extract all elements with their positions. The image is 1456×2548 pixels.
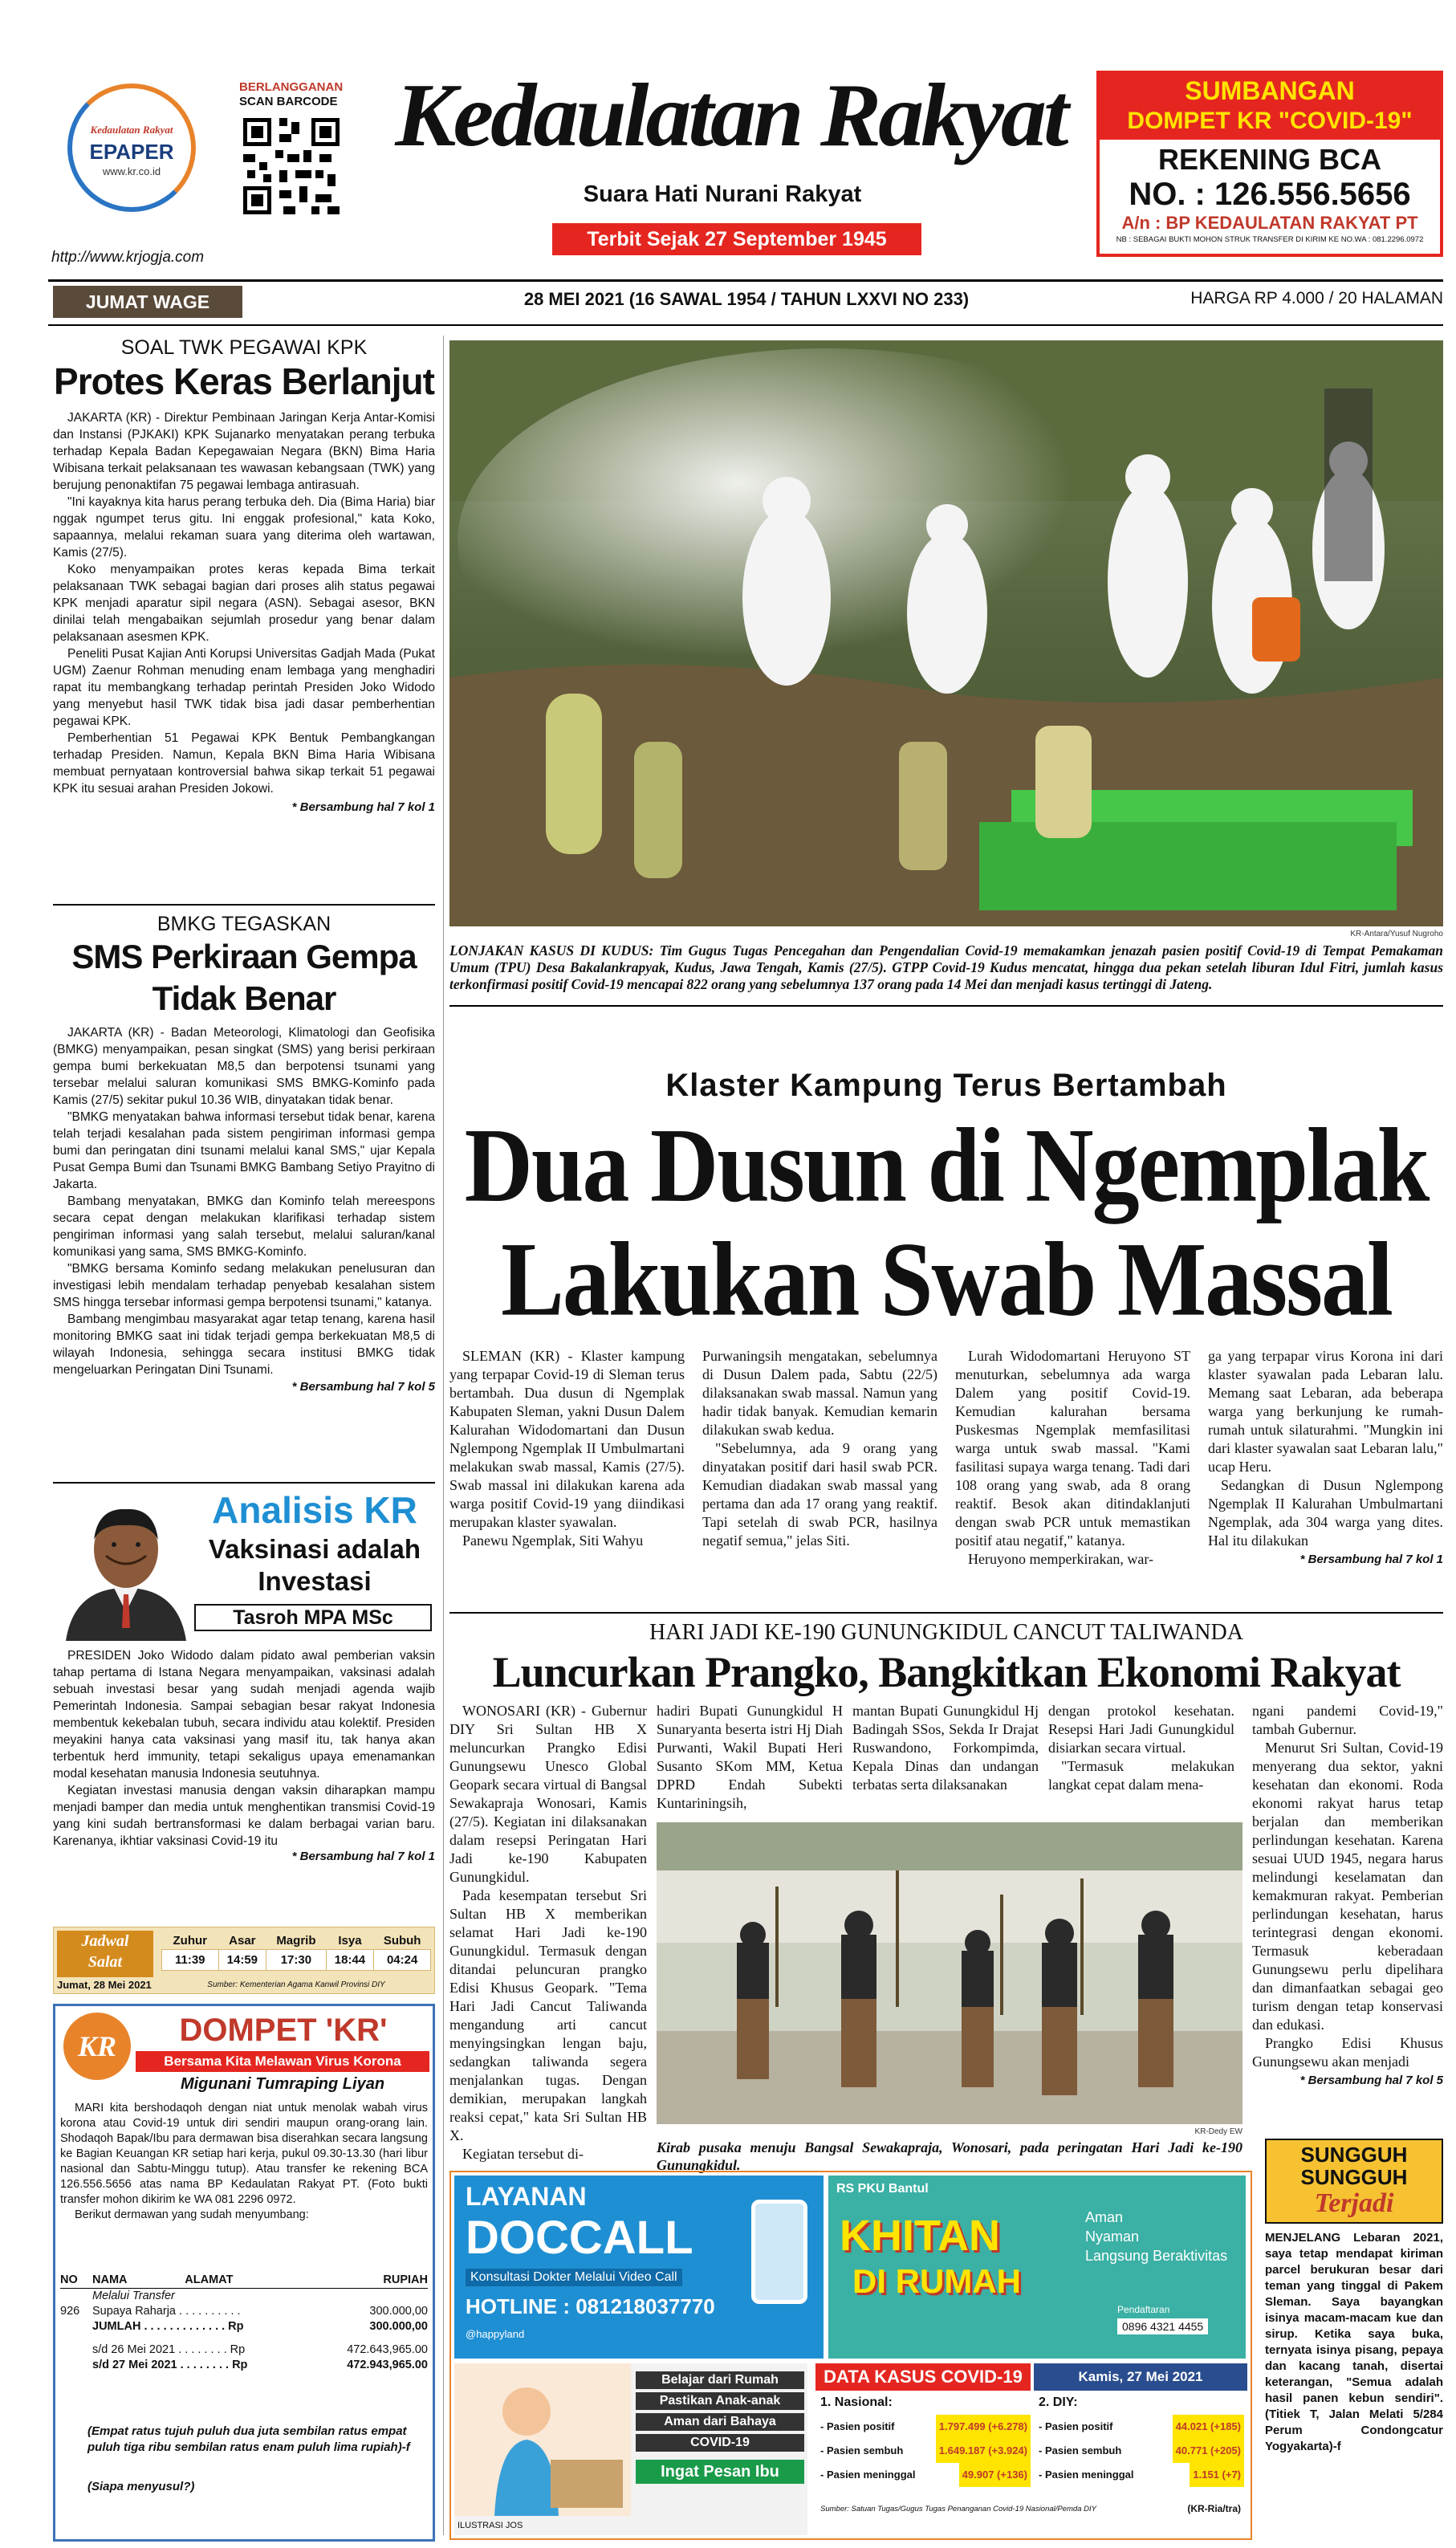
covid-national-recovered: 1.649.187 (+3.924) <box>936 2439 1031 2463</box>
ibu-l3: Aman dari Bahaya <box>636 2413 804 2431</box>
kirab-credit: KR-Dedy EW <box>1194 2127 1242 2136</box>
dompet-box <box>53 2004 435 2542</box>
covid-row-label: - Pasien sembuh <box>1039 2444 1122 2456</box>
bmkg-p1: JAKARTA (KR) - Badan Meteorologi, Klimatologi dan Geofisika (BMKG) menyampaikan, pesan singkat (SMS) yang berisi perkiraan gempa bumi berkekuatan M8,5 dan berpotensi tsunami yang tersebar melalui saluran komunikasi SMS BMKG-Kominfo pada Kamis (27/5) sekitar pukul 10.36 WIB, dinyatakan tidak benar. <box>53 1026 435 1107</box>
prangko-col1c: Kegiatan tersebut di- <box>462 2146 584 2162</box>
lead-col1: SLEMAN (KR) - Klaster kampung yang terpapar Covid-19 di Sleman terus bertambah. Dua dusun di Ngemplak Kabupaten Sleman, yakni Dusun Dalem Kalurahan Widodomartani dan Dusun Nglempong Ngemplak II Umbulmartani melakukan swab massal, Kamis (27/5). Swab massal ini dilakukan karena ada warga positif Covid-19 yang diindikasi merupakan klaster syawalan. <box>449 1348 685 1530</box>
jumlah-label: JUMLAH . . . . . . . . . . . . . Rp <box>92 2320 244 2333</box>
lead-headline-line2[interactable]: Lakukan Swab Massal <box>501 1220 1392 1338</box>
ad-doccall[interactable] <box>454 2176 824 2359</box>
lead-col3b: Heruyono memperkirakan, war- <box>968 1551 1154 1567</box>
lead-col1b: Panewu Ngemplak, Siti Wahyu <box>462 1532 644 1549</box>
covid-national-deaths: 49.907 (+136) <box>959 2463 1031 2487</box>
prayer-time: 18:44 <box>326 1950 374 1971</box>
covid-row-label: - Pasien sembuh <box>820 2444 904 2456</box>
khitan-b3: Langsung Beraktivitas <box>1085 2248 1228 2264</box>
bmkg-p4: "BMKG bersama Kominfo sedang melakukan penelusuran dan investigasi lebih mendalam terhadap penyebab kesalahan sistem SMS hingga tersebar informasi gempa berpotensi tsunami," katanya. <box>53 1262 435 1309</box>
prayer-name: Isya <box>338 1934 362 1948</box>
price: HARGA RP 4.000 / 20 HALAMAN <box>1190 289 1443 307</box>
lead-continued[interactable]: * Bersambung hal 7 kol 1 <box>1299 1553 1443 1566</box>
kirab-caption: Kirab pusaka menuju Bangsal Sewakapraja, Wonosari, pada peringatan Hari Jadi ke-190 Gunungkidul. <box>657 2139 1242 2173</box>
analisis-title1[interactable]: Vaksinasi adalah <box>208 1534 421 1564</box>
covid-source: Sumber: Satuan Tugas/Gugus Tugas Penanganan Covid-19 Nasional/Pemda DIY <box>820 2505 1096 2513</box>
sungguh-text: MENJELANG Lebaran 2021, saya tetap mendapat kiriman parcel berukuran besar dari teman yang tinggal di Pakem Sleman. Saya bayangkan isinya macam-macam kue dan sirup. Ketika saya buka, ternyata isinya pisang, pepaya dan kacang tanah, disertai keterangan, "Semua adalah hasil panen kebun sendiri". (Titiek T, Jalan Melati 5/284 Perum Condongcatur Yogyakarta)-f <box>1265 2231 1443 2453</box>
covid-row-label: - Pasien meninggal <box>820 2469 916 2481</box>
analisis-body <box>53 1647 435 1850</box>
website-url[interactable]: http://www.krjogja.com <box>51 249 205 266</box>
covid-diy-recovered: 40.771 (+205) <box>1173 2439 1244 2463</box>
prayer-label1: Jadwal <box>81 1932 129 1950</box>
mother-child-illustration <box>454 2363 631 2516</box>
lead-photo-caption: LONJAKAN KASUS DI KUDUS: Tim Gugus Tugas Pencegahan dan Pengendalian Covid-19 memakamkan jenazah pasien positif Covid-19 di Tempat Pemakaman Umum (TPU) Desa Bakalankrapyak, Kudus, Jawa Tengah, Kamis (27/5). GTPP Covid-19 Kudus mencatat, hingga dua pekan setelah liburan Idul Fitri, jumlah kasus terkonfirmasi positif Covid-19 mencapai 822 orang yang sebelumnya 137 orang pada 14 Mei dan menjadi kasus tertinggi di Jateng. <box>449 942 1443 992</box>
subscribe-line1: BERLANGGANAN <box>239 80 344 94</box>
sungguh-box <box>1265 2139 1443 2455</box>
masthead-title: Kedaulatan Rakyat <box>395 66 1066 165</box>
covid-national-label: 1. Nasional: <box>820 2395 893 2409</box>
ibu-l1: Belajar dari Rumah <box>636 2371 804 2389</box>
lead-col4b: Sedangkan di Dusun Nglempong Ngemplak II Kalurahan Umbulmartani Ngemplak, ada 304 warga yang dites. Hal itu dilakukan <box>1208 1477 1443 1549</box>
prangko-col1: WONOSARI (KR) - Gubernur DIY Sri Sultan HB X meluncurkan Prangko Edisi Gunungsewu Unesco Global Geopark secara virtual di Bangsal Sewakapraja Wonosari, Kamis (27/5). Kegiatan ini dilaksanakan dalam resepsi Peringatan Hari Jadi ke-190 Kabupaten Gunungkidul. <box>449 1703 647 1885</box>
donation-box <box>1096 71 1443 257</box>
dompet-title: DOMPET 'KR' <box>179 2013 388 2048</box>
bmkg-p5: Bambang mengimbau masyarakat agar tetap tenang, karena hasil monitoring BMKG saat ini tidak terjadi gempa berkekuatan M8,5 di wilayah Indonesia, sehingga secara institusi BMKG tidak mengeluarkan Peringatan Dini Tsunami. <box>53 1313 435 1377</box>
prayer-label2: Salat <box>87 1953 123 1971</box>
epaper-badge[interactable] <box>67 83 196 212</box>
prayer-time: 11:39 <box>162 1950 219 1971</box>
dompet-spelled: (Empat ratus tujuh puluh dua juta sembilan ratus empat puluh tiga ribu sembilan ratus enam puluh lima rupiah)-f <box>87 2424 410 2454</box>
covid-date: Kamis, 27 Mei 2021 <box>1034 2363 1247 2391</box>
prangko-col4b: "Termasuk melakukan langkat cepat dalam mena- <box>1048 1758 1234 1793</box>
ad-khitan[interactable] <box>828 2176 1246 2359</box>
khitan-b1: Aman <box>1085 2209 1124 2225</box>
donation-bank: REKENING BCA <box>1157 143 1381 176</box>
day-label: JUMAT WAGE <box>53 286 242 318</box>
khitan-b2: Nyaman <box>1085 2228 1140 2245</box>
lead-col2b: "Sebelumnya, ada 9 orang yang dinyatakan positif dari hasil swab PCR. Kemudian diadakan swab massal yang pertama dan ada 17 orang yang reaktif. Tapi setelah di swab PCR, hasilnya negatif semua," jelas Siti. <box>702 1440 937 1549</box>
ibu-l4: COVID-19 <box>636 2434 804 2452</box>
bmkg-p3: Bambang menyatakan, BMKG dan Kominfo telah mereespons secara cepat dengan melakukan klarifikasi terhadap sistem pengiriman informasi yang salah tersebut, melalui saluran/kanal komunikasi yang sama, SMS BMKG-Kominfo. <box>53 1195 435 1259</box>
subscribe-line2: SCAN BARCODE <box>239 95 338 108</box>
bmkg-headline[interactable]: SMS Perkiraan Gempa Tidak Benar <box>71 938 417 1017</box>
qr-code-icon[interactable] <box>239 114 344 218</box>
prangko-col5b: Menurut Sri Sultan, Covid-19 menyerang dua sektor, yakni kesehatan dan ekonomi. Roda ekonomi rakyat harus tetap berjalan dan memberikan perlindungan kesehatan. Karena sesuai UUD 1945, negara harus melindungi keselamatan dan kemakmuran rakyat. Pemberian perlindungan kesehatan, harus terintegrasi dengan ekonomi. Termasuk keberadaan Gunungsewu perlu dipelihara dan dimanfaatkan sebagai geo turism dengan tetap konservasi dan edukasi. <box>1252 1740 1443 2033</box>
donation-account: NO. : 126.556.5656 <box>1129 177 1411 212</box>
donation-holder: A/n : BP KEDAULATAN RAKYAT PT <box>1121 213 1418 233</box>
kpk-p2: "Ini kayaknya kita harus perang terbuka deh. Dia (Bima Haria) biar nggak ngumpet terus gitu. Ini enggak profesional," kata Koko, sapaannya, melalui rekaman suara yang diterima oleh wartawan, Kamis (27/5). <box>53 495 435 560</box>
epaper-brand: Kedaulatan Rakyat <box>90 124 173 136</box>
lead-col4: ga yang terpapar virus Korona ini dari klaster syawalan pada Lebaran lalu. Memang saat Lebaran, ada beberapa warga yang berkunjung ke rumah-rumah untuk silaturahmi. "Mungkin ini dari klaster syawalan saat Lebaran lalu," ucap Heru. <box>1208 1348 1443 1475</box>
sungguh-line1: SUNGGUH <box>1300 2143 1408 2167</box>
khitan-title1: KHITAN <box>840 2212 1000 2260</box>
covid-row-label: - Pasien meninggal <box>1039 2469 1134 2481</box>
donation-note: NB : SEBAGAI BUKTI MOHON STRUK TRANSFER DI KIRIM KE NO.WA : 081.2296.0972 <box>1116 235 1424 244</box>
ibu-credit: ILUSTRASI JOS <box>458 2521 523 2530</box>
s26-label: s/d 26 Mei 2021 . . . . . . . . Rp <box>92 2343 246 2356</box>
covid-title: DATA KASUS COVID-19 <box>815 2363 1031 2391</box>
khitan-contact: 0896 4321 4455 <box>1117 2318 1208 2334</box>
kpk-p5: Pemberhentian 51 Pegawai KPK Bentuk Pembangkangan terhadap Presiden. Namun, Kepala BKN Bima Haria Wibisana membuat pernyataan kontroversial bahwa sikap terkait 51 pegawai KPK itu sesuai arahan Presiden Jokowi. <box>53 731 435 796</box>
prangko-photo-kirab[interactable] <box>657 1822 1242 2124</box>
prayer-name: Magrib <box>276 1934 316 1948</box>
kpk-kicker: SOAL TWK PEGAWAI KPK <box>120 336 368 359</box>
col-alamat: ALAMAT <box>185 2273 234 2286</box>
analisis-continued[interactable]: * Bersambung hal 7 kol 1 <box>291 1850 435 1863</box>
prayer-name: Subuh <box>383 1934 421 1948</box>
analisis-label: Analisis KR <box>212 1489 417 1531</box>
prayer-time: 14:59 <box>218 1950 266 1971</box>
lead-headline-line1[interactable]: Dua Dusun di Ngemplak <box>464 1106 1429 1224</box>
epaper-url: www.kr.co.id <box>102 165 161 177</box>
prayer-time: 17:30 <box>266 1950 326 1971</box>
dompet-logo-icon: KR <box>63 2013 131 2080</box>
lead-photo-credit: KR-Antara/Yusuf Nugroho <box>1350 930 1443 938</box>
phone-icon <box>751 2200 807 2304</box>
prangko-col4: dengan protokol kesehatan. Resepsi Hari Jadi Gunungkidul disiarkan secara virtual. <box>1048 1703 1234 1756</box>
subscribe-label <box>239 80 343 109</box>
s26-amount: 472.643,965.00 <box>347 2343 428 2356</box>
lead-photo-burial[interactable] <box>449 340 1443 926</box>
covid-diy-positive: 44.021 (+185) <box>1173 2415 1244 2439</box>
dompet-intro: MARI kita bershodaqoh dengan niat untuk menolak wabah virus korona atau Covid-19 untuk diri sendiri maupun orang-orang lain. Shodaqoh Bapak/Ibu para dermawan bisa diserahkan secara langsung ke Bagian Keuangan KR setiap hari kerja, pukul 09.30-13.30 (hari libur nasional dan Sabtu-Minggu tutup). Atau transfer ke rekening BCA 126.556.5656 atas nama BP Kedaulatan Rakyat PT. (Foto bukti transfer mohon dikirim ke WA 081 2296 0972. <box>60 2102 428 2206</box>
bmkg-continued[interactable]: * Bersambung hal 7 kol 5 <box>291 1380 435 1394</box>
prangko-kicker: HARI JADI KE-190 GUNUNGKIDUL CANCUT TALIWANDA <box>649 1620 1243 1645</box>
s27-label: s/d 27 Mei 2021 . . . . . . . . Rp <box>92 2359 248 2371</box>
doccall-line1: LAYANAN <box>466 2182 587 2211</box>
covid-row-label: - Pasien positif <box>1039 2420 1113 2432</box>
analisis-title2[interactable]: Investasi <box>258 1566 372 1596</box>
doccall-social: @happyland <box>466 2328 525 2340</box>
author-portrait <box>58 1492 194 1641</box>
covid-credit: (KR-Ria/tra) <box>1187 2503 1241 2514</box>
prayer-date: Jumat, 28 Mei 2021 <box>57 1979 152 1991</box>
prayer-table <box>161 1932 431 1971</box>
dompet-subtitle: Bersama Kita Melawan Virus Korona <box>136 2051 429 2072</box>
lead-col3: Lurah Widodomartani Heruyono ST menuturkan, sebelumnya ada warga Dalem yang positif Covid-19. Kemudian kalurahan bersama Puskesmas Ngemplak memfasilitasi warga untuk swab massal. "Kami fasilitasi supaya warga tenang. Tadi dari 108 orang yang swab, ada 8 orang reaktif. Besok akan ditindaklanjuti dengan swab PCR untuk memastikan positif atau negatif," katanya. <box>955 1348 1190 1549</box>
prangko-col2: hadiri Bupati Gunungkidul H Sunaryanta beserta istri Hj Diah Purwanti, Wakil Bupati Heri Susanto SKom MM, Ketua DPRD Endah Subekti Kuntariningsih, <box>657 1703 843 1811</box>
prangko-col1b: Pada kesempatan tersebut Sri Sultan HB X memberikan selamat Hari Jadi ke-190 Gunungkidul. Termasuk dengan ditandai peluncuran prangko Edisi Khusus Geopark. "Tema Hari Jadi Cancut Taliwanda mengandung arti cancut menyingsingkan lengan baju, sedangkan taliwanda segera menjalankan tugas. Dengan demikian, merupakan langkah reaksi cepat," kata Sri Sultan HB X. <box>449 1887 647 2143</box>
sungguh-line2: SUNGGUH <box>1300 2165 1408 2189</box>
donation-title2: DOMPET KR "COVID-19" <box>1127 108 1413 134</box>
since-banner: Terbit Sejak 27 September 1945 <box>552 223 921 255</box>
ad-pesan-ibu <box>454 2363 807 2535</box>
prangko-headline[interactable]: Luncurkan Prangko, Bangkitkan Ekonomi Rakyat <box>492 1648 1401 1696</box>
covid-row-label: - Pasien positif <box>820 2420 895 2432</box>
analisis-box <box>53 1488 435 1641</box>
donor-via: Melalui Transfer <box>92 2290 175 2302</box>
dompet-intro2: Berikut dermawan yang sudah menyumbang: <box>75 2208 309 2221</box>
lead-kicker: Klaster Kampung Terus Bertambah <box>665 1068 1227 1103</box>
prayer-source: Sumber: Kementerian Agama Kanwil Provinsi DIY <box>207 1980 385 1989</box>
sungguh-line3: Terjadi <box>1314 2188 1394 2218</box>
kpk-p3: Koko menyampaikan protes keras kepada Bima terkait pelaksanaan TWK sebagai bagian dari proses alih status pegawai KPK menjadi aparatur sipil negara (ASN). Sebagai asesor, BKN dinilai telah mengabaikan sejumlah prosedur yang benar dalam pelaksanaan asesmen KPK. <box>53 563 435 644</box>
col-no: NO <box>60 2273 78 2286</box>
kpk-headline[interactable]: Protes Keras Berlanjut <box>54 360 434 402</box>
kpk-body <box>53 409 435 797</box>
doccall-sub: Konsultasi Dokter Melalui Video Call <box>466 2269 682 2286</box>
lead-col2: Purwaningsih mengatakan, sebelumnya di Dusun Dalem pada, Sabtu (22/5) dilaksanakan swab massal. Namun yang hadir tidak banyak. Kemudian kemarin dilakukan swab kedua. <box>702 1348 937 1438</box>
kpk-p4: Peneliti Pusat Kajian Anti Korupsi Universitas Gadjah Mada (Pukat UGM) Zaenur Rohman menuding enam lembaga yang menghadiri rapat itu membangkang terhadap perintah Presiden Joko Widodo yang menyebut hasil TWK tidak bisa jadi dasar pemberhentian pegawai KPK. <box>53 647 435 728</box>
donor-amount: 300.000,00 <box>369 2305 428 2318</box>
jumlah-amount: 300.000,00 <box>369 2320 428 2333</box>
prayer-schedule <box>53 1927 435 1994</box>
analisis-author: Tasroh MPA MSc <box>194 1604 432 1631</box>
donor-no: 926 <box>60 2305 80 2318</box>
analisis-p2: Kegiatan investasi manusia dengan vaksin diharapkan mampu menjadi bamper dan media untuk menghentikan transmisi Covid-19 yang kini sudah bertransformasi ke dalam berbagai varian baru. Karenanya, ikhtiar vaksinasi Covid-19 itu <box>53 1784 435 1848</box>
donor-table <box>60 2273 428 2373</box>
covid-data-box <box>815 2363 1247 2535</box>
covid-diy-deaths: 1.151 (+7) <box>1190 2463 1244 2487</box>
prangko-continued[interactable]: * Bersambung hal 7 kol 5 <box>1299 2074 1443 2087</box>
bmkg-body <box>53 1024 435 1378</box>
covid-diy-label: 2. DIY: <box>1039 2395 1078 2409</box>
kpk-p1: JAKARTA (KR) - Direktur Pembinaan Jaringan Kerja Antar-Komisi dan Instansi (PJKAKI) KPK Sujanarko menyatakan perang terbuka terhadap Kepala Badan Kepegawaian Negara (BKN) Bima Haria Wibisana terkait pelaksanaan tes wawasan kebangsaan (TWK) yang berujung penonaktifan 75 pegawai lembaga antirasuah. <box>53 411 435 492</box>
col-nama: NAMA <box>92 2273 128 2286</box>
prayer-time: 04:24 <box>374 1950 431 1971</box>
ibu-l2: Pastikan Anak-anak <box>636 2392 804 2410</box>
prayer-name: Zuhur <box>173 1934 207 1948</box>
col-rupiah: RUPIAH <box>383 2273 428 2286</box>
donor-name: Supaya Raharja . . . . . . . . . . <box>92 2305 241 2318</box>
ibu-l5: Ingat Pesan Ibu <box>636 2460 804 2484</box>
prangko-col5c: Prangko Edisi Khusus Gunungsewu akan menjadi <box>1252 2035 1443 2070</box>
analisis-p1: PRESIDEN Joko Widodo dalam pidato awal pemberian vaksin tahap pertama di Istana Negara menyampaikan, vaksinasi adalah sebuah investasi besar yang sudah menjadi agenda wajib Pemerintah Indonesia. Sampai sebagian besar rakyat Indonesia membentuk kekebalan tubuh, secara individu atau kolektif. Presiden meyakini hanya cata vaksinasi yang masif itu, tak hanya akan terbentuk herd immunity, tetapi sekaligus upaya emenamankan modal kesehatan manusia Indonesia seutuhnya. <box>53 1649 435 1781</box>
khitan-hospital: RS PKU Bantul <box>836 2182 929 2196</box>
doccall-line2: DOCCALL <box>466 2212 693 2264</box>
khitan-contact-label: Pendaftaran <box>1117 2304 1170 2315</box>
khitan-title2: DI RUMAH <box>852 2262 1021 2300</box>
s27-amount: 472.943,965.00 <box>347 2359 428 2371</box>
dompet-motto: Migunani Tumraping Liyan <box>180 2075 385 2093</box>
prangko-col3: mantan Bupati Gunungkidul Hj Badingah SSos, Sekda Ir Drajat Ruswandono, Forkompimda, Kepala Dinas dan undangan terbatas serta dilaksanakan <box>852 1703 1039 1793</box>
issue-date: 28 MEI 2021 (16 SAWAL 1954 / TAHUN LXXVI NO 233) <box>523 289 970 309</box>
bmkg-p2: "BMKG menyatakan bahwa informasi tersebut tidak benar, karena telah terjadi kesalahan pada sistem pengiriman informasi gempa bumi dan peringatan dini tsunami melalui kanal SMS," ujar Kepala Pusat Gempa Bumi dan Tsunami BMKG Bambang Setiyo Prayitno di Jakarta. <box>53 1110 435 1191</box>
doccall-hotline: HOTLINE : 081218037770 <box>466 2294 715 2318</box>
epaper-label: EPAPER <box>89 140 174 164</box>
dompet-closing: (Siapa menyusul?) <box>87 2480 195 2493</box>
prangko-col5: ngani pandemi Covid-19," tambah Gubernur. <box>1252 1703 1443 1737</box>
kpk-continued[interactable]: * Bersambung hal 7 kol 1 <box>291 800 435 814</box>
masthead-tagline: Suara Hati Nurani Rakyat <box>583 181 862 207</box>
bmkg-kicker: BMKG TEGASKAN <box>157 913 331 935</box>
covid-national-positive: 1.797.499 (+6.278) <box>936 2415 1031 2439</box>
prayer-name: Asar <box>229 1934 256 1948</box>
donation-title1: SUMBANGAN <box>1185 76 1355 105</box>
